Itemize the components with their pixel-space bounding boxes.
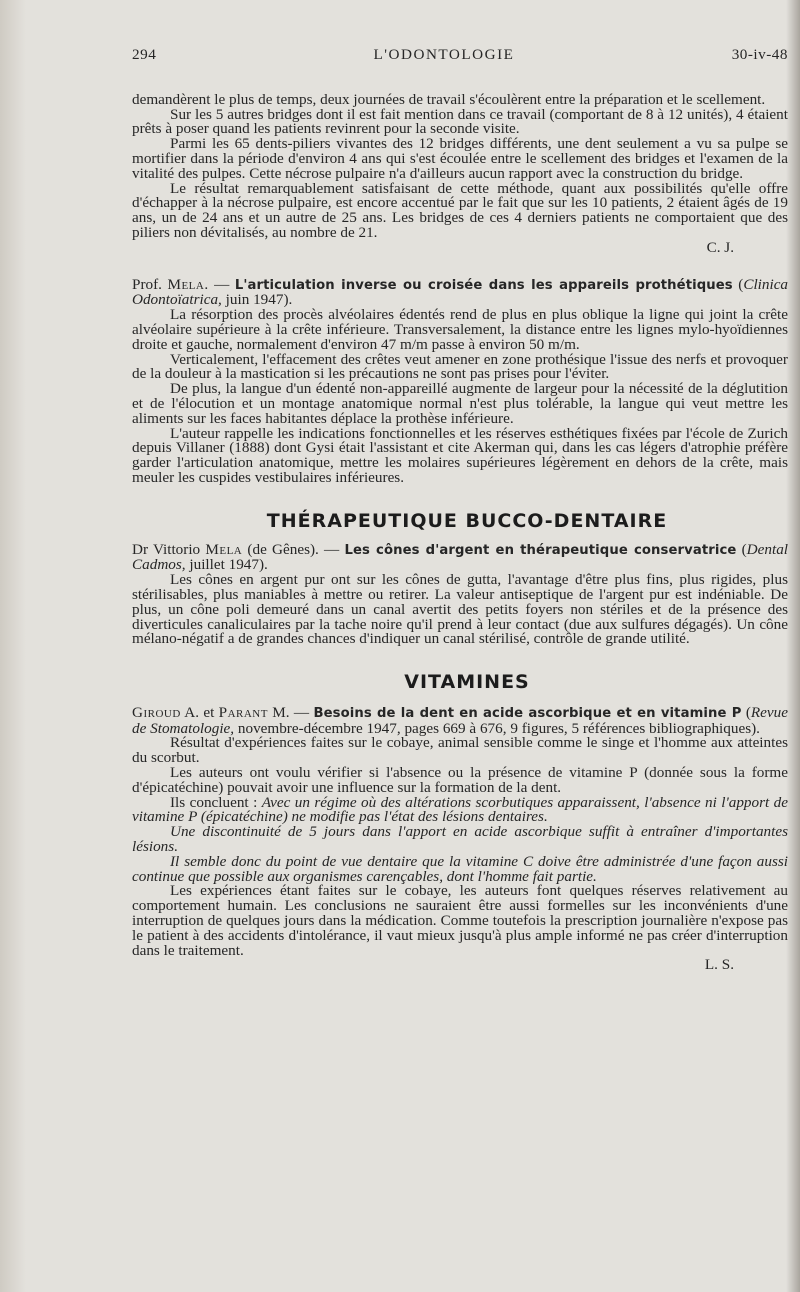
paragraph: Parmi les 65 dents-piliers vivantes des 12 bridges différents, une dent seulement a vu sa pulpe se mortifier dans la période d'environ 4 ans qui s'est écoulée entre le scellement des bridges et l'examen de la vitalité des pulpes. Cette nécrose pulpaire n'a d'ailleurs aucun rapport avec la construction du bridge. [132, 135, 788, 182]
paragraph: Les auteurs ont voulu vérifier si l'absence ou la présence de vitamine P (donnée sous la forme d'épicatéchine) pouvait avoir une influence sur la formation de la dent. [132, 764, 788, 796]
source-journal: Revue de Stomatologie, [132, 703, 788, 737]
paragraph: De plus, la langue d'un édenté non-appareillé augmente de largeur pour la nécessité de la déglutition et de l'élocution et un montage anatomique normal n'est plus tolérable, la langue qui veut mettre les aliments sur les faces habitantes déplace la prothèse inférieure. [132, 380, 788, 427]
article-mela [132, 275, 789, 486]
source-date: juin 1947). [221, 291, 293, 309]
author-name: Mela. [167, 275, 209, 293]
paragraph: Les expériences étant faites sur le cobaye, les auteurs font quelques réserves relativement au comportement humain. Les conclusions ne sauraient être aussi formelles sur les inconvénients d'une interruption de quelques jours dans la médication. Comme toutefois la prescription journalière n'expose pas le patient à des accidents d'intolérance, il vaut mieux jusqu'à plus ample informé ne pas créer d'interruption dans le traitement. [132, 882, 788, 959]
article-title: Les cônes d'argent en thérapeutique conservatrice [344, 542, 737, 558]
paragraph: Sur les 5 autres bridges dont il est fait mention dans ce travail (comportant de 8 à 12 unités), 4 étaient prêts à poser quand les patients revinrent pour la seconde visite. [132, 105, 788, 138]
article-vitamines [132, 703, 788, 974]
author-name: Giroud [132, 703, 181, 721]
dash: — [208, 275, 235, 293]
paragraph: Les cônes en argent pur ont sur les cônes de gutta, l'avantage d'être plus fins, plus rigides, plus stérilisables, plus maniables à mettre ou retirer. La valeur antiseptique de l'argent pur est indéniable. De plus, un cône poli demeuré dans un canal avertit des petits foyers non stériles et de la présence des diverticules canaliculaires par la tache noire qu'il prend à leur contact (due aux sulfures dégagés). Un cône mélano-négatif a de grandes chances d'indiquer un canal stérilisé, contrôle de grande utilité. [132, 571, 788, 648]
conclusion-text: Avec un régime où des altérations scorbutiques apparaissent, l'absence ni l'apport de vitamine P (épicatéchine) ne modifie pas l'état des lésions dentaires. [132, 793, 788, 826]
paragraph: Une discontinuité de 5 jours dans l'apport en acide ascorbique suffit à entraîner d'importantes lésions. [132, 823, 788, 856]
paragraph: Il semble donc du point de vue dentaire que la vitamine C doive être administrée d'une façon aussi continue que possible aux organismes carençables, dont l'homme fait partie. [132, 852, 788, 885]
author-initial: A. et [180, 703, 219, 721]
paragraph [132, 793, 788, 826]
paragraph: Résultat d'expériences faites sur le cobaye, animal sensible comme le singe et l'homme aux atteintes du scorbut. [132, 734, 788, 767]
journal-title: L'ODONTOLOGIE [373, 46, 515, 63]
article-heading: Giroud A. et Parant M. — Besoins de la dent en acide ascorbique et en vitamine P (Revue de Stomatologie, novembre-décembre 1947, pages 669 à 676, 9 figures, 5 références bibliographiques). [132, 703, 788, 737]
article-heading: Prof. Mela. — L'articulation inverse ou croisée dans les appareils prothétiques (Clinica Odontoïatrica, juin 1947). [132, 275, 789, 309]
article-heading: Dr Vittorio Mela (de Gênes). — Les cônes d'argent en thérapeutique conservatrice (Dental Cadmos, juillet 1947). [132, 540, 789, 574]
running-head [132, 48, 788, 63]
continued-article [132, 90, 788, 256]
section-heading-vitamines: VITAMINES [404, 671, 530, 694]
author-name: Parant [218, 703, 268, 721]
issue-date: 30-iv-48 [731, 46, 788, 63]
page-edge-shadow [786, 0, 800, 1292]
dash: — [318, 540, 345, 558]
paragraph: Le résultat remarquablement satisfaisant de cette méthode, quant aux possibilités qu'elle offre d'échapper à la nécrose pulpaire, est encore accentué par le fait que sur les 10 patients, 2 étaient âgés de 19 ans, un de 24 ans et un autre de 25 ans. Les bridges de ces 4 derniers patients ne comportaient que des piliers non dévitalisés, au nombre de 21. [132, 179, 788, 241]
author-suffix: (de Gênes). [242, 540, 319, 558]
paragraph: Verticalement, l'effacement des crêtes veut amener en zone prothésique l'issue des nerfs et provoquer de la douleur à la mastication si les précautions ne sont pas prises pour l'éviter. [132, 350, 788, 383]
journal-page [132, 48, 788, 973]
signature-line [132, 238, 788, 256]
article-title: L'articulation inverse ou croisée dans les appareils prothétiques [234, 277, 733, 293]
author-name: Mela [205, 540, 243, 558]
author-initial: M. [267, 703, 290, 721]
paragraph: demandèrent le plus de temps, deux journées de travail s'écoulèrent entre la préparation et le scellement. [132, 90, 766, 108]
author-prefix: Prof. [132, 275, 162, 293]
paragraph: L'auteur rappelle les indications fonctionnelles et les réserves esthétiques fixées par l'école de Zurich depuis Villaner (1888) dont Gysi était l'assistant et cite Akerman qui, dans les cas légers d'atrophie préfère garder l'articulation anatomique, mettre les molaires supérieures légèrement en dehors de la crête, mais meuler les cuspides vestibulaires inférieures. [132, 424, 788, 486]
page-gutter-shadow [0, 0, 26, 1292]
signature-line [132, 958, 788, 973]
paragraph: La résorption des procès alvéolaires édentés rend de plus en plus oblique la ligne qui joint la crête alvéolaire supérieure à la crête inférieure. Transversalement, la distance entre les lignes mylo-hyoïdiennes droite et gauche, normalement d'environ 47 m/m passe à environ 50 m/m. [132, 306, 788, 353]
source-journal: Clinica Odontoïatrica, [132, 275, 789, 309]
author-prefix: Dr Vittorio [132, 540, 201, 558]
conclusion-prefix: Ils concluent : [170, 793, 262, 811]
source-journal: Dental Cadmos, [132, 540, 789, 574]
article-title: Besoins de la dent en acide ascorbique et en vitamine P [313, 705, 742, 721]
signature: C. J. [706, 238, 734, 256]
source-date: juillet 1947). [185, 556, 268, 574]
article-cones-argent [132, 540, 789, 648]
source-details: novembre-décembre 1947, pages 669 à 676, 9 figures, 5 références bibliographiques). [234, 719, 760, 737]
dash: — [289, 703, 314, 721]
section-heading-therapeutique: THÉRAPEUTIQUE BUCCO-DENTAIRE [266, 509, 668, 532]
page-number: 294 [132, 46, 157, 63]
signature: L. S. [704, 956, 734, 974]
